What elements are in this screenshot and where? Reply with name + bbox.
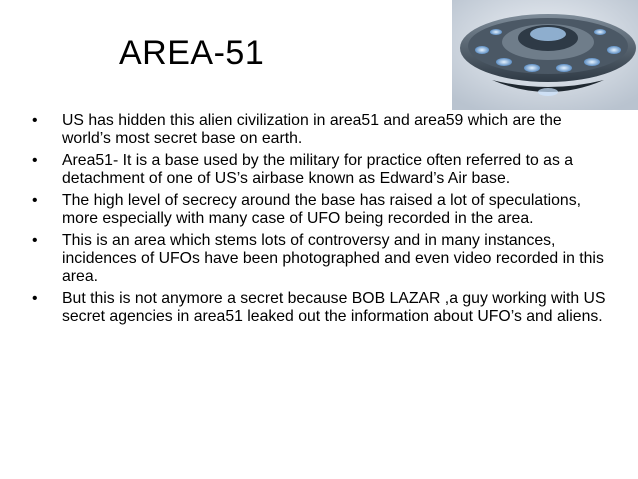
bullet-dot: • <box>32 152 38 169</box>
bullet-item <box>32 112 612 148</box>
bullet-dot: • <box>32 290 38 307</box>
bullet-text: US has hidden this alien civilization in area51 and area59 which are the world’s most secret base on earth. <box>62 112 562 147</box>
bullet-text: The high level of secrecy around the base has raised a lot of speculations, more especially with many case of UFO being recorded in the area. <box>62 192 581 227</box>
bullet-dot: • <box>32 232 38 249</box>
bullet-text: Area51- It is a base used by the military for practice often referred to as a detachment of one of US’s airbase known as Edward’s Air base. <box>62 152 574 187</box>
ufo-image <box>452 0 638 110</box>
bullet-text: This is an area which stems lots of controversy and in many instances, incidences of UFOs have been photographed and even video recorded in this area. <box>62 232 604 285</box>
slide-title: AREA-51 <box>119 34 265 72</box>
bullet-text: But this is not anymore a secret because BOB LAZAR ,a guy working with US secret agencies in area51 leaked out the information about UFO’s and aliens. <box>62 290 606 325</box>
bullet-list <box>32 112 612 330</box>
bullet-dot: • <box>32 112 38 129</box>
bullet-item <box>32 152 612 188</box>
bullet-item <box>32 192 612 228</box>
bullet-item <box>32 290 612 326</box>
bullet-item <box>32 232 612 286</box>
bullet-dot: • <box>32 192 38 209</box>
